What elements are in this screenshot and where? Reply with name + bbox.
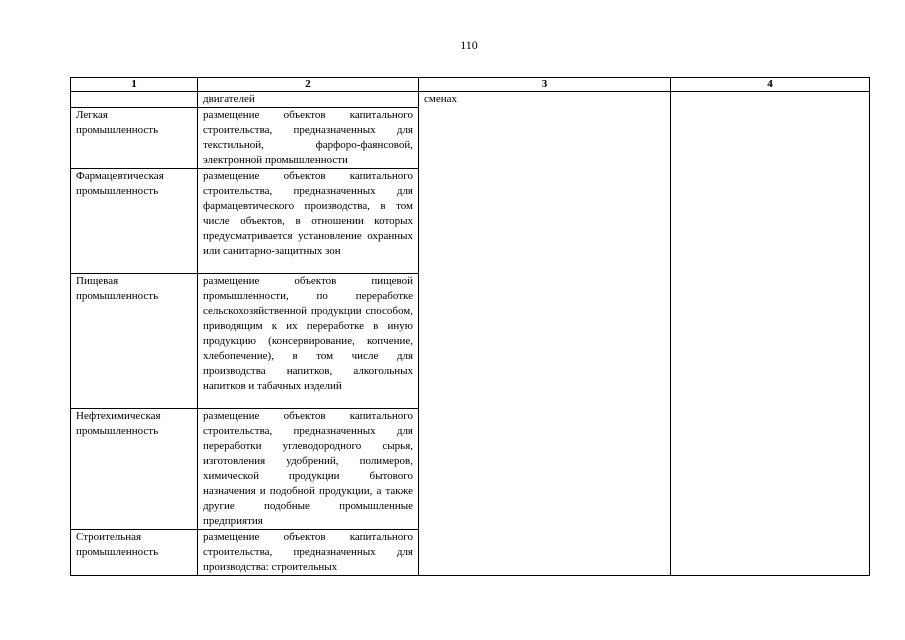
row-desc-light-industry: размещение объектов капитального строительства, предназначенных для текстильной, фарфоро-фаянсовой, электронной промышленности (198, 108, 419, 169)
note-cell: сменах (419, 92, 671, 576)
column-header-3: 3 (419, 78, 671, 92)
row-desc-construction-industry: размещение объектов капитального строительства, предназначенных для производства: строительных (198, 530, 419, 576)
land-use-table (70, 77, 870, 576)
row-name-light-industry: Легкая промышленность (71, 108, 198, 169)
table-header-row (71, 78, 870, 92)
page-number: 110 (460, 38, 478, 52)
table-row-continuation (71, 92, 870, 108)
row-name-construction-industry: Строительная промышленность (71, 530, 198, 576)
row-name-petrochem-industry: Нефтехимическая промышленность (71, 409, 198, 530)
column-header-2: 2 (198, 78, 419, 92)
column-header-1: 1 (71, 78, 198, 92)
row-name-food-industry: Пищевая промышленность (71, 274, 198, 409)
row-desc-pharma-industry: размещение объектов капитального строительства, предназначенных для фармацевтического производства, в том числе объектов, в отношении которых предусматривается установление охранных или санитарно-защитных зон (198, 169, 419, 274)
continuation-desc-cell: двигателей (198, 92, 419, 108)
extra-cell (671, 92, 870, 576)
row-desc-petrochem-industry: размещение объектов капитального строительства, предназначенных для переработки углеводородного сырья, изготовления удобрений, полимеров, химической продукции бытового назначения и подобной продукции, а также другие подобные промышленные предприятия (198, 409, 419, 530)
row-name-pharma-industry: Фармацевтическая промышленность (71, 169, 198, 274)
column-header-4: 4 (671, 78, 870, 92)
row-desc-food-industry: размещение объектов пищевой промышленности, по переработке сельскохозяйственной продукции способом, приводящим к их переработке в иную продукцию (консервирование, копчение, хлебопечение), в том числе для производства напитков, алкогольных напитков и табачных изделий (198, 274, 419, 409)
continuation-name-cell (71, 92, 198, 108)
